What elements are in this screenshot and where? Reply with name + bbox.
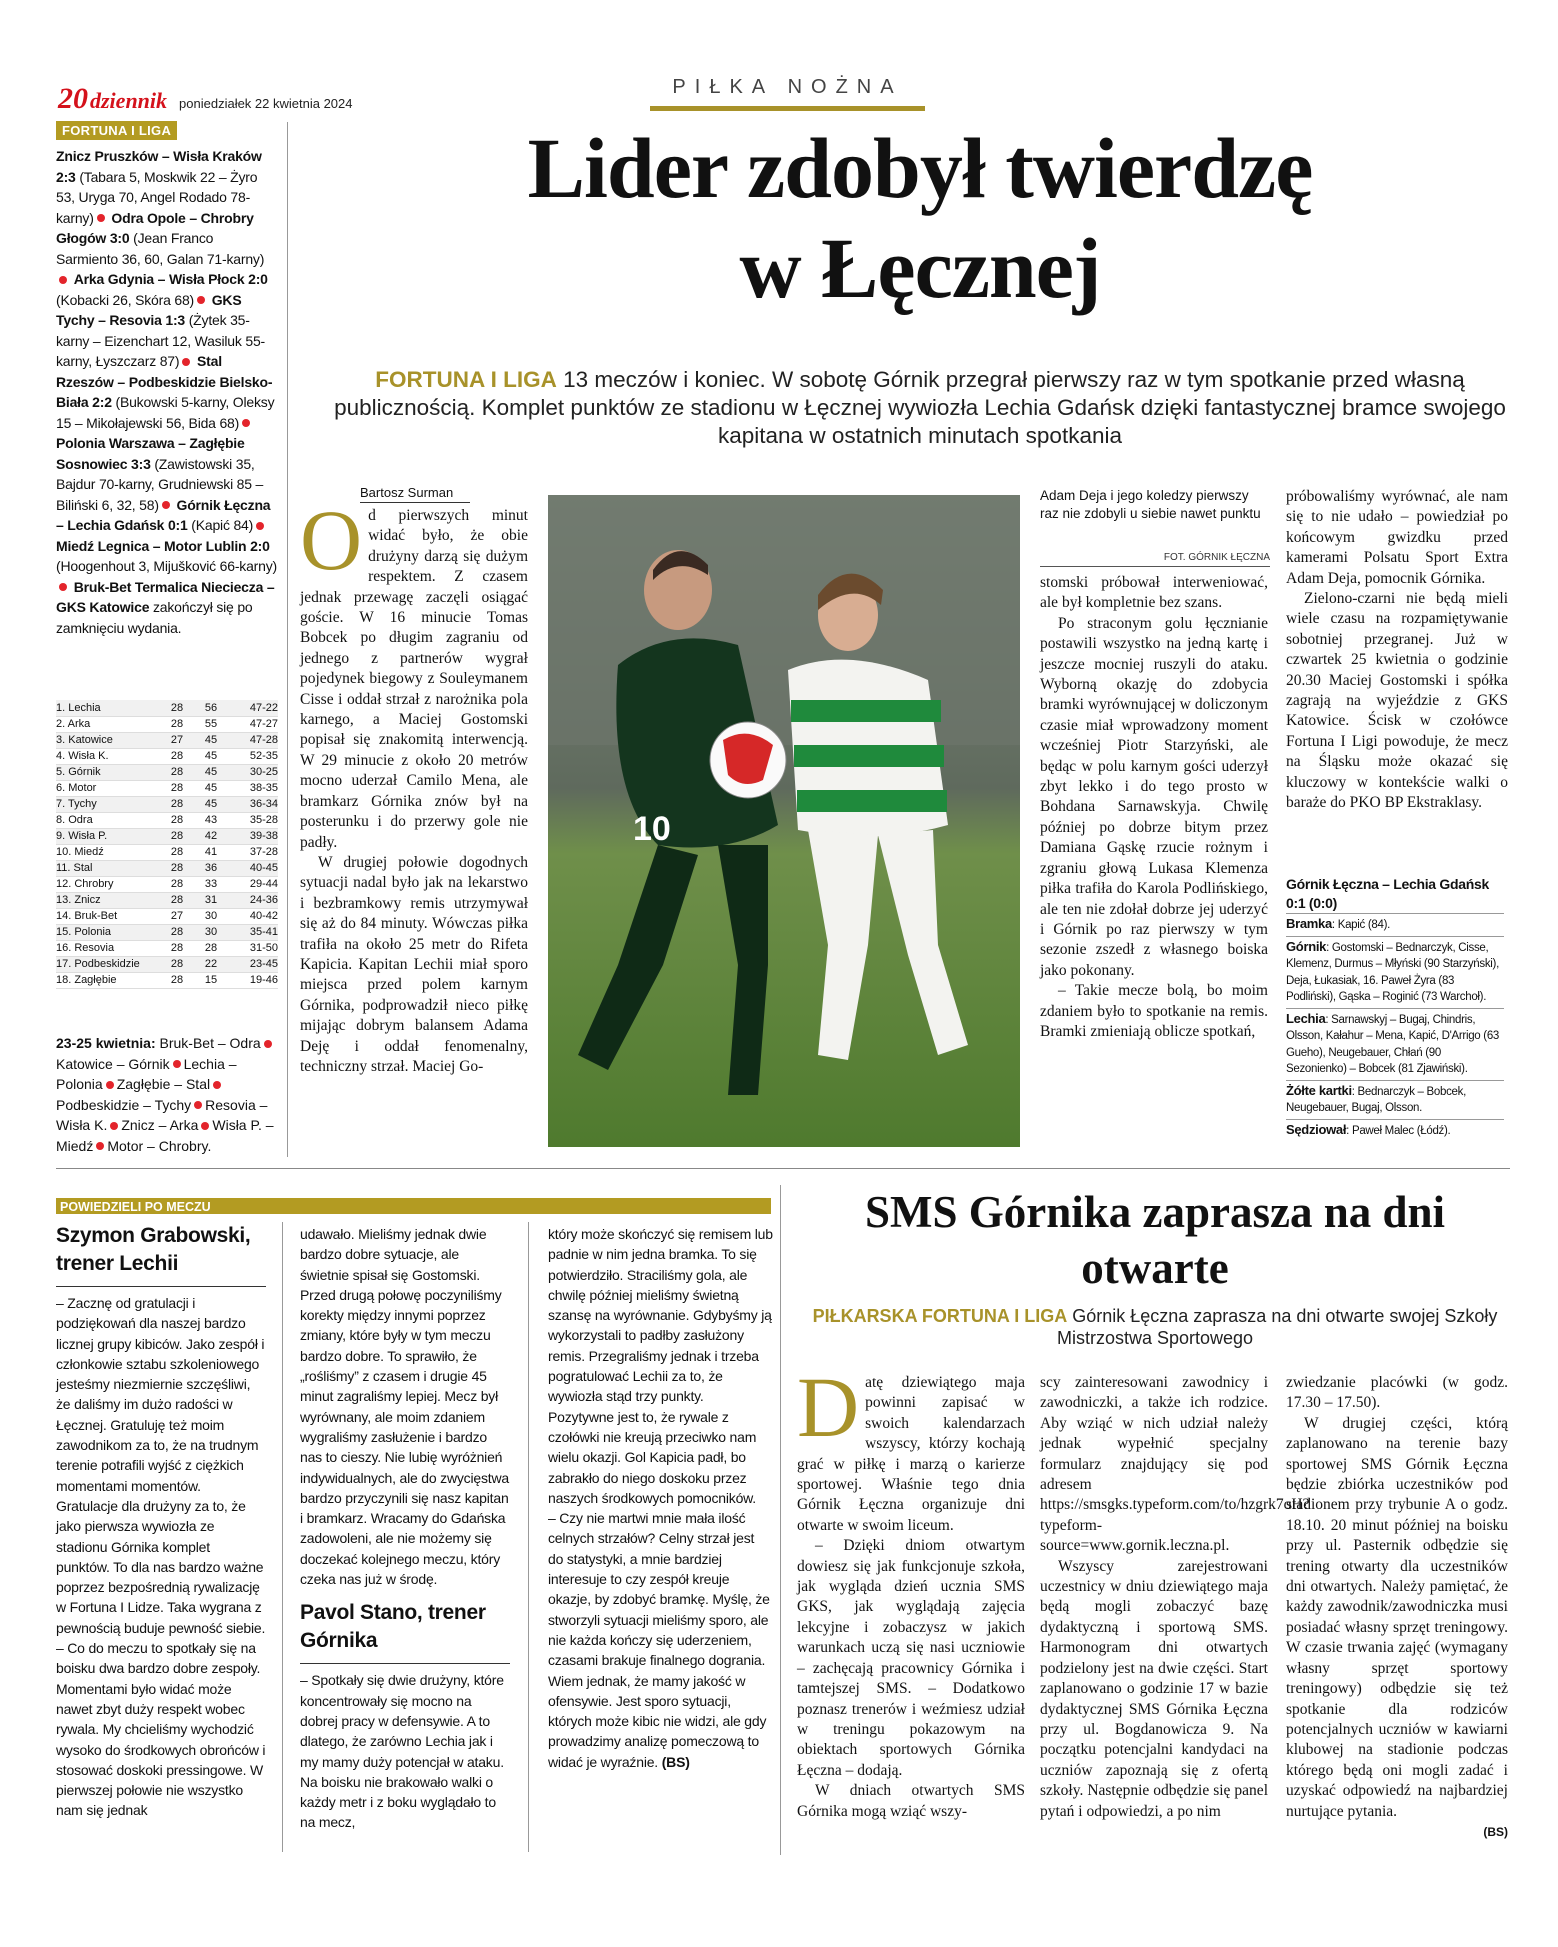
standings-row	[56, 700, 278, 716]
match-summary-row: Żółte kartki: Bednarczyk – Bobcek, Neugebauer, Bugaj, Olsson.	[1286, 1080, 1504, 1119]
page-number: 20	[58, 82, 88, 115]
team: 15. Polonia	[56, 924, 160, 940]
bullet-dot	[97, 214, 105, 222]
photo-credit: FOT. GÓRNIK ŁĘCZNA	[1040, 552, 1270, 567]
author-signature: (BS)	[661, 1753, 690, 1770]
result-item: GKS Tychy – Resovia 1:3 (Żytek 35-karny – Eizenchart 12, Wasiluk 55-karny, Łyszczarz 87)	[56, 291, 265, 369]
sms-lead-kicker: PIŁKARSKA FORTUNA I LIGA	[812, 1306, 1068, 1326]
match-summary-row: Sędziował: Paweł Malec (Łódź).	[1286, 1119, 1504, 1142]
issue-date: poniedziałek 22 kwietnia 2024	[179, 96, 353, 111]
speaker-name: Pavol Stano, trener Górnika	[300, 1601, 486, 1653]
standings-row	[56, 940, 278, 956]
masthead	[58, 82, 353, 115]
goals: 30-25	[228, 764, 278, 780]
sms-headline: SMS Górnika zaprasza na dni otwarte	[864, 1187, 1446, 1293]
points: 45	[194, 764, 228, 780]
goals: 36-34	[228, 796, 278, 812]
team: 12. Chrobry	[56, 876, 160, 892]
team: 16. Resovia	[56, 940, 160, 956]
matches: 28	[160, 860, 194, 876]
result-item: Stal Rzeszów – Podbeskidzie Bielsko-Biała 2:2 (Bukowski 5-karny, Oleksy 15 – Mikołajewski 56, Bida 68)	[56, 353, 275, 431]
standings-row	[56, 924, 278, 940]
bullet-dot	[59, 583, 67, 591]
standings-row	[56, 844, 278, 860]
team: 9. Wisła P.	[56, 828, 160, 844]
results-tag: FORTUNA I LIGA	[56, 122, 177, 140]
standings-row	[56, 876, 278, 892]
drop-cap: D	[797, 1359, 860, 1455]
standings-row	[56, 860, 278, 876]
author-signature: (BS)	[1483, 1824, 1508, 1839]
matches: 27	[160, 908, 194, 924]
matches: 27	[160, 732, 194, 748]
points: 41	[194, 844, 228, 860]
goals: 31-50	[228, 940, 278, 956]
points: 56	[194, 700, 228, 716]
article-col-4: próbowaliśmy wyrównać, ale nam się to nie udało – powiedział po końcowym gwizdku przed kamerami Polsatu Sport Extra Adam Deja, pomocnik Górnika. Zielono-czarni nie będą mieli wiele czasu na rozpamiętywanie sobotniej przegranej. Już w czwartek 25 kwietnia o godzinie 20.30 Maciej Gostomski i spółka zagrają na wyjeździe z GKS Katowice. Ścisk w czołówce Fortuna I Ligi powoduje, że mecz na Śląsku może okazać się kluczowy w kontekście walki o baraże do PKO BP Ekstraklasy.	[1286, 488, 1508, 812]
team: 14. Bruk-Bet	[56, 908, 160, 924]
standings-row	[56, 828, 278, 844]
points: 36	[194, 860, 228, 876]
drop-cap: O	[300, 492, 363, 588]
quotes-tag: POWIEDZIELI PO MECZU	[60, 1200, 211, 1214]
quotes-col-2: udawało. Mieliśmy jednak dwie bardzo dobre sytuacje, ale świetnie spisał się Gostomski. Przed drugą połowę poczyniliśmy korekty między innymi poprzez zmiany, które były w tym meczu bardzo dobre. To sprawiło, że „rośliśmy” z czasem i drugie 45 minut zagraliśmy lepiej. Mecz był wyrównany, ale moim zdaniem wygraliśmy zasłużenie i bardzo nas to cieszy. Nie lubię wyróżnień indywidualnych, ale do zwycięstwa bardzo przyczynili się nasz kapitan i bramkarz. Wracamy do Gdańska zadowoleni, ale nie możemy się doczekać kolejnego meczu, który czeka nas już w środę. Pavol Stano, trener Górnika – Spotkały się dwie drużyny, które koncentrowały się mocno na dobrej pracy w defensywie. A to dlatego, że zarówno Lechia jak i my mamy duży potencjał w ataku. Na boisku nie brakowało walki o każdy metr i z boku wyglądało to na mecz,	[300, 1226, 509, 1831]
lead-kicker: FORTUNA I LIGA	[375, 367, 557, 392]
result-item: Polonia Warszawa – Zagłębie Sosnowiec 3:3 (Zawistowski 35, Bajdur 70-karny, Grudniewski 85 – Biliński 6, 32, 58)	[56, 435, 264, 513]
quotes-col-3: który może skończyć się remisem lub padnie w nim jedna bramka. To się potwierdziło. Straciliśmy gola, ale chwilę później mieliśmy świetną szansę na wyrównanie. Gdybyśmy ją wykorzystali to padłby zasłużony remis. Przegraliśmy jednak i trzeba pogratulować Lechii za to, że wywiozła stąd trzy punkty. Pozytywne jest to, że rywale z czołówki nie kreują przeciwko nam wielu okazji. Gol Kapicia padł, bo zabrakło do niego doskoku przez naszych środkowych pomocników. – Czy nie martwi mnie mała ilość celnych strzałów? Celny strzał jest do statystyki, a mnie bardziej interesuje to czy zespół kreuje okazje, by zdobyć bramkę. Myślę, że stworzyli sytuacji mieliśmy sporo, ale nie każda kończy się uderzeniem, czasami brakuje finalnego dogrania. Wiem jednak, że mamy jakość w ofensywie. Jest sporo sytuacji, których może kibic nie widzi, ale gdy prowadzimy analizę pomeczową to widać je wyraźnie. (BS)	[548, 1226, 773, 1770]
goals: 47-27	[228, 716, 278, 732]
column-rule	[287, 122, 288, 1157]
standings-row	[56, 764, 278, 780]
points: 30	[194, 908, 228, 924]
result-item: Górnik Łęczna – Lechia Gdańsk 0:1 (Kapić 84)	[56, 496, 271, 533]
standings-row	[56, 956, 278, 972]
sms-lead: PIŁKARSKA FORTUNA I LIGA Górnik Łęczna zaprasza na dni otwarte swojej Szkoły Mistrzostwa Sportowego	[812, 1306, 1498, 1348]
column-rule	[282, 1222, 283, 1852]
sms-col-2: scy zainteresowani zawodnicy i zawodniczki, a także ich rodzice. Aby wziąć w nich udział należy jednak wypełnić specjalny formularz znajdujący się pod adresem https://smsgks.typeform.com/to/hzgrk7oH?typeform-source=www.gornik.leczna.pl. Wszyscy zarejestrowani uczestnicy w dniu dziewiątego maja będą mogli zobaczyć bazę dydaktyczną i sportową SMS. Harmonogram dni otwartych podzielony jest na dwie części. Start zaplanowano o godzinie 17 w bazie dydaktycznej SMS Górnika Łęczna przy ul. Bogdanowicza 9. Na początku potencjalni kandydaci na uczniów zapoznają się z ofertą szkoły. Następnie odbędzie się panel pytań i odpowiedzi, a po nim	[1040, 1374, 1310, 1820]
team: 10. Miedź	[56, 844, 160, 860]
points: 43	[194, 812, 228, 828]
match-summary-row: Lechia: Sarnawskyj – Bugaj, Chindris, Olsson, Kałahur – Mena, Kapić, D'Arrigo (63 Gueho), Neugebauer, Chłań (90 Sezonienko) – Bobcek (81 Zjawiński).	[1286, 1008, 1504, 1080]
article-lead: FORTUNA I LIGA 13 meczów i koniec. W sobotę Górnik przegrał pierwszy raz w tym spotkanie przed własną publicznością. Komplet punktów ze stadionu w Łęcznej wywiozła Lechia Gdańsk dzięki fantastycznej bramce swojego kapitana w ostatnich minutach spotkania	[334, 367, 1506, 448]
standings-row	[56, 732, 278, 748]
match-summary-title: Górnik Łęczna – Lechia Gdańsk 0:1 (0:0)	[1286, 876, 1489, 911]
points: 28	[194, 940, 228, 956]
brand-logo: dziennik	[90, 88, 168, 113]
goals: 24-36	[228, 892, 278, 908]
standings-row	[56, 812, 278, 828]
standings-row	[56, 796, 278, 812]
column-rule	[528, 1222, 529, 1852]
matches: 28	[160, 844, 194, 860]
goals: 40-42	[228, 908, 278, 924]
column-rule	[780, 1185, 781, 1855]
goals: 40-45	[228, 860, 278, 876]
sms-col-1: Datę dziewiątego maja powinni zapisać w swoich kalendarzach wszyscy, którzy kochają grać w piłkę i marzą o karierze sportowej. Właśnie tego dnia Górnik Łęczna organizuje dni otwarte w swoim liceum. – Dzięki dniom otwartym dowiesz się jak funkcjonuje szkoła, jak wygląda dzień ucznia SMS GKS, jak wyglądają zajęcia lekcyjne i zobaczysz w jakich warunkach uczą się nasi uczniowie – zachęcają pracownicy Górnika i tamtejszej SMS. – Dodatkowo poznasz trenerów i weźmiesz udział w treningu pokazowym na obiektach sportowych Górnika Łęczna – dodają. W dniach otwartych SMS Górnika mogą wziąć wszy-	[797, 1359, 1025, 1820]
sms-col-3: zwiedzanie placówki (w godz. 17.30 – 17.50). W drugiej części, którą zaplanowano na terenie bazy sportowej SMS Górnik Łęczna będzie zbiórka uczestników pod stadionem przy trybunie A o godz. 18.10. 20 minut później na boisku przy ul. Pasternik odbędzie się trening otwarty dla uczestników dni otwartych. Należy pamiętać, że każdy zawodnik/zawodniczka musi posiadać własny sprzęt treningowy. W czasie trwania zajęć (wymagany własny sprzęt sportowy treningowy) odbędzie się też spotkanie dla rodziców potencjalnych uczniów w kawiarni klubowej na stadionie podczas którego będą oni mogli zadać i uzyskać odpowiedź na najbardziej nurtujące pytania. (BS)	[1286, 1373, 1508, 1842]
team: 6. Motor	[56, 780, 160, 796]
goals: 52-35	[228, 748, 278, 764]
points: 33	[194, 876, 228, 892]
goals: 23-45	[228, 956, 278, 972]
result-item: Znicz Pruszków – Wisła Kraków 2:3 (Tabara 5, Moskwik 22 – Żyro 53, Uryga 70, Angel Rodado 78-karny)	[56, 148, 262, 226]
standings-row	[56, 972, 278, 988]
standings-row	[56, 716, 278, 732]
team: 5. Górnik	[56, 764, 160, 780]
matches: 28	[160, 796, 194, 812]
result-item: Arka Gdynia – Wisła Płock 2:0 (Kobacki 26, Skóra 68)	[56, 271, 268, 308]
team: 8. Odra	[56, 812, 160, 828]
goals: 35-28	[228, 812, 278, 828]
match-photo	[548, 495, 1020, 1147]
article-col-1: Od pierwszych minut widać było, że obie drużyny darzą się dużym respektem. Z czasem jednak przewagę zaczęli osiągać goście. W 16 minucie Tomas Bobcek po długim zagraniu od jednego z partnerów wygrał pojedynek biegowy z Souleymanem Cisse i oddał strzał z narożnika pola karnego, a Maciej Gostomski popisał się znakomitą interwencją. W 29 minucie z około 20 metrów mocno uderzał Camilo Mena, ale bramkarz Górnika znów był na posterunku i do przerwy gole nie padły. W drugiej połowie dogodnych sytuacji nadal było jak na lekarstwo i bezbramkowy remis utrzymywał się aż do 84 minuty. Wówczas piłka trafiła na około 25 metr do Rifeta Kapicia. Kapitan Lechii miał sporo miejsca przed polem karnym Górnika, podprowadził nieco piłkę mijając dobrym balansem Adama Deję i oddał fenomenalny, techniczny strzał. Maciej Go-	[300, 492, 528, 1075]
results-list	[56, 146, 278, 638]
headline: Lider zdobył twierdzę w Łęcznej	[527, 120, 1313, 316]
points: 45	[194, 732, 228, 748]
bullet-dot	[59, 276, 67, 284]
points: 15	[194, 972, 228, 988]
points: 31	[194, 892, 228, 908]
team: 11. Stal	[56, 860, 160, 876]
points: 42	[194, 828, 228, 844]
team: 13. Znicz	[56, 892, 160, 908]
matches: 28	[160, 828, 194, 844]
goals: 19-46	[228, 972, 278, 988]
bullet-dot	[256, 522, 264, 530]
team: 7. Tychy	[56, 796, 160, 812]
matches: 28	[160, 876, 194, 892]
team: 4. Wisła K.	[56, 748, 160, 764]
standings-table	[56, 700, 278, 989]
result-item: Miedź Legnica – Motor Lublin 2:0 (Hoogenhout 3, Mijušković 66-karny)	[56, 537, 277, 574]
quotes-col-1: Szymon Grabowski, trener Lechii – Zacznę od gratulacji i podziękowań dla naszej bardzo licznej grupy kibiców. Jako zespół i członkowie sztabu szkoleniowego jesteśmy niezmiernie szczęśliwi, że daliśmy im dużo radości w Łęcznej. Gratuluję też moim zawodnikom za to, że na trudnym terenie potrafili wyjść z ciężkich momentami momentów. Gratulacje dla drużyny za to, że jako pierwsza wywiozła ze stadionu Górnika komplet punktów. To dla nas bardzo ważne poprzez bezpośrednią rywalizację w Fortuna I Lidze. Taka wygrana z pewnością buduje pewność siebie. – Co do meczu to spotkały się na boisku dwa bardzo dobre zespoły. Momentami było widać może nawet zbyt duży respekt wobec rywala. My chcieliśmy wychodzić wysoko do środkowych obrońców i stosować doskoki pressingowe. W pierwszej połowie nie wszystko nam się jednak	[56, 1224, 266, 1819]
team: 17. Podbeskidzie	[56, 956, 160, 972]
points: 45	[194, 780, 228, 796]
matches: 28	[160, 748, 194, 764]
matches: 28	[160, 700, 194, 716]
matches: 28	[160, 892, 194, 908]
result-item: Odra Opole – Chrobry Głogów 3:0 (Jean Franco Sarmiento 36, 60, Galan 71-karny)	[56, 209, 265, 267]
goals: 35-41	[228, 924, 278, 940]
goals: 37-28	[228, 844, 278, 860]
matches: 28	[160, 956, 194, 972]
matches: 28	[160, 972, 194, 988]
points: 30	[194, 924, 228, 940]
bullet-dot	[182, 358, 190, 366]
speaker-name: Szymon Grabowski, trener Lechii	[56, 1224, 251, 1275]
matches: 28	[160, 940, 194, 956]
goals: 47-22	[228, 700, 278, 716]
section-label: PIŁKA NOŻNA	[672, 76, 903, 98]
team: 2. Arka	[56, 716, 160, 732]
standings-row	[56, 908, 278, 924]
fixtures: 23-25 kwietnia: Bruk-Bet – OdraKatowice – Górnik Lechia – Polonia Zagłębie – StalPodbeskidzie – Tychy Resovia – Wisła K. Znicz – Arka Wisła P. – Miedź Motor – Chrobry.	[56, 1035, 274, 1154]
byline: Bartosz Surman	[360, 485, 470, 503]
goals: 47-28	[228, 732, 278, 748]
match-summary-box	[1286, 875, 1504, 1141]
team: 3. Katowice	[56, 732, 160, 748]
goals: 39-38	[228, 828, 278, 844]
match-summary-row: Górnik: Gostomski – Bednarczyk, Cisse, Klemenz, Durmus – Młyński (90 Starzyński), Deja, Łukasiak, 16. Paweł Żyra (83 Podliński), Gąska – Roginić (73 Warchoł).	[1286, 936, 1504, 1008]
section-rule	[650, 106, 925, 111]
team: 1. Lechia	[56, 700, 160, 716]
bullet-dot	[162, 501, 170, 509]
matches: 28	[160, 780, 194, 796]
result-item: Bruk-Bet Termalica Nieciecza – GKS Katowice zakończył się po zamknięciu wydania.	[56, 578, 275, 636]
matches: 28	[160, 812, 194, 828]
goals: 29-44	[228, 876, 278, 892]
points: 45	[194, 748, 228, 764]
matches: 28	[160, 716, 194, 732]
svg-text:10: 10	[633, 810, 671, 848]
team: 18. Zagłębie	[56, 972, 160, 988]
standings-row	[56, 780, 278, 796]
matches: 28	[160, 924, 194, 940]
points: 45	[194, 796, 228, 812]
standings-row	[56, 892, 278, 908]
goals: 38-35	[228, 780, 278, 796]
bullet-dot	[197, 296, 205, 304]
fixtures-heading: 23-25 kwietnia:	[56, 1035, 156, 1051]
standings-row	[56, 748, 278, 764]
photo-caption: Adam Deja i jego koledzy pierwszy raz nie zdobyli u siebie nawet punktu	[1040, 488, 1261, 521]
points: 22	[194, 956, 228, 972]
article-col-3: stomski próbował interweniować, ale był kompletnie bez szans. Po straconym golu łęcznianie postawili wszystko na jedną kartę i jeszcze mocniej ruszyli do ataku. Wyborną okazję do zdobycia bramki wyrównującej w doliczonym czasie miał wprowadzony moment wcześniej Piotr Starzyński, ale będąc w polu karnym gości uderzył zbyt lekko i do tego prosto w Bohdana Sarnawskyja. Chwilę później po dobrze bitym przez Damiana Gąskę rzucie rożnym i zgraniu głową Lukasa Klemenza piłka trafiła do Karola Podlińskiego, ale ten nie zdołał dobrze jej uderzyć i Górnik po raz pierwszy w tym sezonie zszedł z własnego boiska jako pokonany. – Takie mecze bolą, bo moim zdaniem było to spotkanie na remis. Bramki zmieniają oblicze spotkań,	[1040, 574, 1268, 1040]
points: 55	[194, 716, 228, 732]
bullet-dot	[242, 419, 250, 427]
section-divider	[56, 1168, 1510, 1169]
matches: 28	[160, 764, 194, 780]
match-summary-row: Bramka: Kapić (84).	[1286, 913, 1504, 936]
